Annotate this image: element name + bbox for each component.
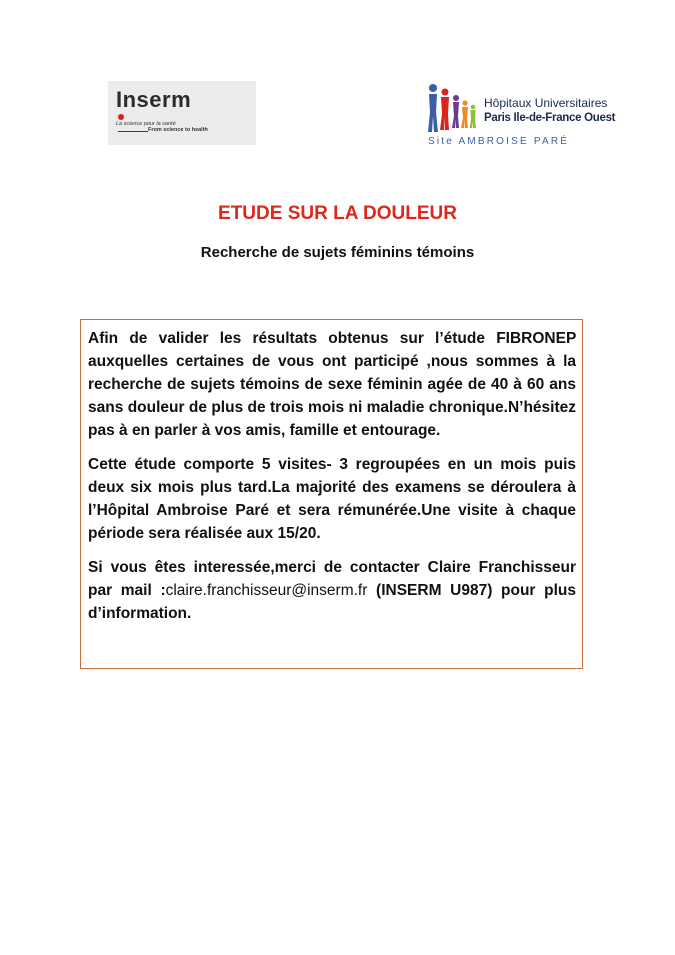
paragraph-study-purpose-start: Afin de valider les résultats obtenus sur l’étude	[88, 330, 497, 347]
paragraph-contact-start: Si vous êtes interessée,merci de contacter Claire Franchisseur par mail :	[88, 559, 576, 599]
page-subtitle: Recherche de sujets féminins témoins	[200, 244, 475, 261]
family-figures-icon	[424, 82, 484, 134]
page-title: ETUDE SUR LA DOULEUR	[218, 203, 457, 224]
hopitaux-logo	[424, 82, 616, 152]
inserm-tagline-en: From science to health	[148, 127, 208, 133]
inserm-logo-name: Inserm	[116, 87, 192, 112]
paragraph-study-purpose-end: auxquelles certaines de vous ont participé ,nous sommes à la recherche de sujets témoins de sexe féminin agée de 40 à 60 ans sans douleur de plus de trois mois ni maladie chronique.N’hésitez pas à en parler à vos amis, famille et entourage.	[88, 353, 576, 439]
inserm-logo-dot-icon	[118, 114, 124, 120]
hopitaux-logo-line2: Paris Ile-de-France Ouest	[484, 112, 616, 124]
info-box	[80, 319, 583, 669]
inserm-tagline-fr: La science pour la santé	[116, 121, 176, 127]
inserm-tagline-divider	[118, 131, 148, 132]
study-name: FIBRONEP	[496, 330, 576, 347]
paragraph-contact-end: (INSERM U987) pour plus d’information.	[88, 582, 576, 622]
hopitaux-logo-line1: Hôpitaux Universitaires	[484, 96, 608, 110]
hopitaux-logo-site: Site AMBROISE PARÉ	[428, 136, 570, 147]
paragraph-contact	[88, 556, 576, 625]
inserm-logo	[108, 81, 256, 145]
contact-email-link[interactable]: claire.franchisseur@inserm.fr	[165, 582, 368, 599]
paragraph-study-purpose	[88, 327, 576, 442]
paragraph-study-visits: Cette étude comporte 5 visites- 3 regroupées en un mois puis deux six mois plus tard.La majorité des examens se déroulera à l’Hôpital Ambroise Paré et sera rémunérée.Une visite à chaque période sera réalisée aux 15/20.	[88, 456, 576, 542]
